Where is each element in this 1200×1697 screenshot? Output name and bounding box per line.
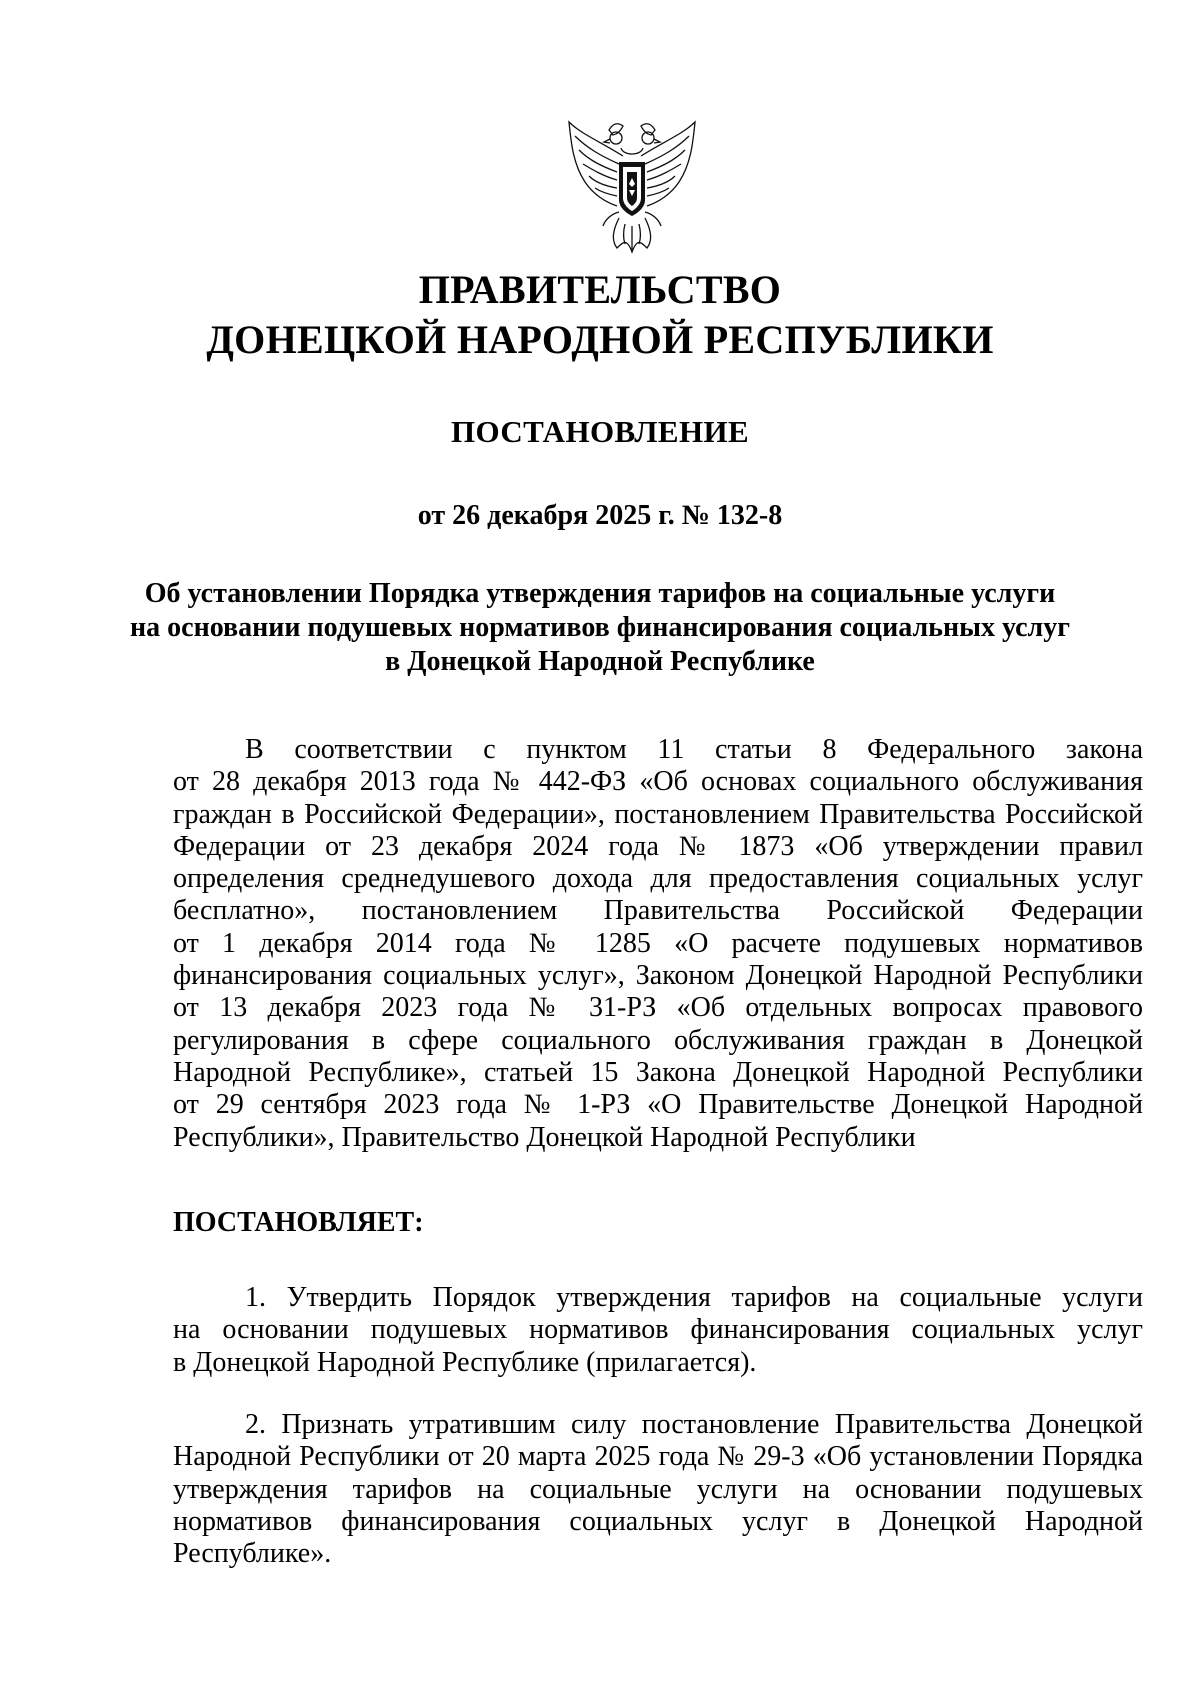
paragraph-line: бесплатно», постановлением Правительства Российской Федерации [173, 895, 1143, 927]
paragraph-line: определения среднедушевого дохода для предоставления социальных услуг [173, 863, 1143, 895]
paragraph-line: В соответствии с пунктом 11 статьи 8 Федерального закона [245, 734, 1143, 765]
paragraph-line: Федерации от 23 декабря 2024 года № 1873 «Об утверждении правил [173, 830, 1143, 862]
preamble-paragraph [173, 734, 1143, 1154]
paragraph-line: Республики», Правительство Донецкой Народной Республики [173, 1121, 916, 1153]
document-date-number: от 26 декабря 2025 г. № 132-8 [417, 500, 783, 531]
paragraph-line: 1. Утвердить Порядок утверждения тарифов на социальные услуги [245, 1282, 1143, 1313]
resolves-heading: ПОСТАНОВЛЯЕТ: [173, 1207, 424, 1238]
paragraph-line: регулирования в сфере социального обслуживания граждан в Донецкой [173, 1024, 1143, 1056]
organization-name-line2: ДОНЕЦКОЙ НАРОДНОЙ РЕСПУБЛИКИ [206, 317, 994, 362]
organization-name-line1: ПРАВИТЕЛЬСТВО [418, 267, 782, 312]
paragraph-line: в Донецкой Народной Республике (прилагается). [173, 1346, 757, 1378]
title-line: в Донецкой Народной Республике [385, 646, 815, 677]
paragraph-line: от 28 декабря 2013 года № 442-ФЗ «Об основах социального обслуживания [173, 766, 1143, 798]
document-title [0, 577, 1200, 679]
paragraph-line: от 13 декабря 2023 года № 31-РЗ «Об отдельных вопросах правового [173, 992, 1143, 1024]
dpr-coat-of-arms-icon [561, 112, 703, 260]
paragraph-line: от 29 сентября 2023 года № 1-РЗ «О Правительстве Донецкой Народной [173, 1089, 1143, 1121]
title-line: на основании подушевых нормативов финансирования социальных услуг [130, 612, 1070, 643]
paragraph-line: нормативов финансирования социальных услуг в Донецкой Народной [173, 1505, 1143, 1537]
title-line: Об установлении Порядка утверждения тарифов на социальные услуги [144, 578, 1056, 609]
paragraph-line: финансирования социальных услуг», Законом Донецкой Народной Республики [173, 960, 1143, 992]
item-2-paragraph [173, 1409, 1143, 1570]
paragraph-line: на основании подушевых нормативов финансирования социальных услуг [173, 1314, 1143, 1346]
paragraph-line: 2. Признать утратившим силу постановление Правительства Донецкой [245, 1409, 1143, 1440]
paragraph-line: утверждения тарифов на социальные услуги на основании подушевых [173, 1473, 1143, 1505]
document-type: ПОСТАНОВЛЕНИЕ [450, 414, 750, 449]
paragraph-line: от 1 декабря 2014 года № 1285 «О расчете подушевых нормативов [173, 927, 1143, 959]
item-1-paragraph [173, 1282, 1143, 1379]
paragraph-line: Народной Республики от 20 марта 2025 года № 29-3 «Об установлении Порядка [173, 1441, 1143, 1473]
paragraph-line: Республике». [173, 1538, 332, 1570]
paragraph-line: граждан в Российской Федерации», постановлением Правительства Российской [173, 798, 1143, 830]
paragraph-line: Народной Республике», статьей 15 Закона Донецкой Народной Республики [173, 1056, 1143, 1088]
